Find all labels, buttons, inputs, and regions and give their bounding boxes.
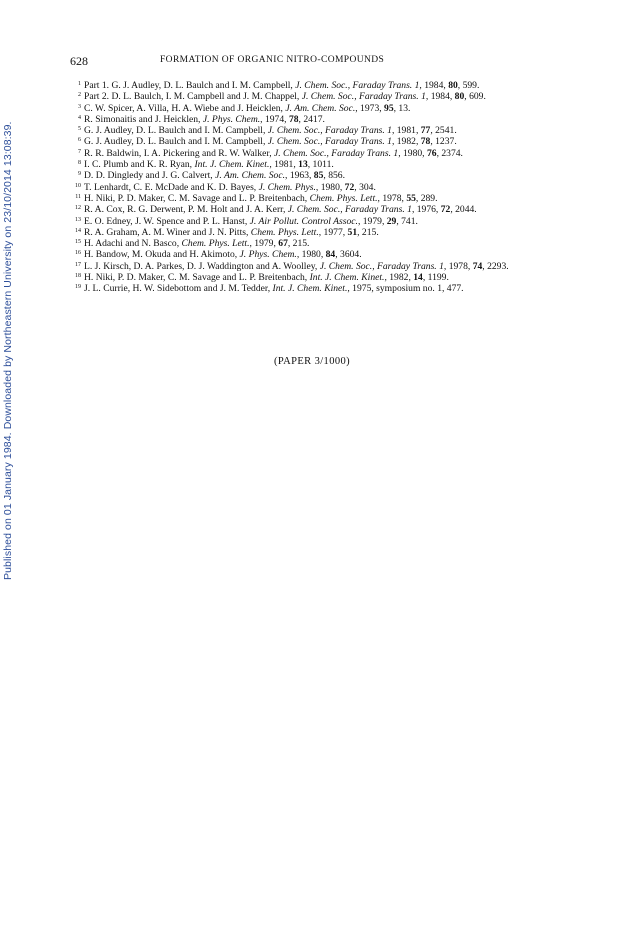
reference-item xyxy=(70,170,554,181)
reference-number: 16 xyxy=(75,250,81,257)
reference-number: 1 xyxy=(78,81,81,87)
journal-name: Chem. Phys. Lett. xyxy=(181,238,250,250)
reference-item xyxy=(70,227,554,238)
reference-list xyxy=(70,80,554,295)
reference-item xyxy=(70,249,554,260)
reference-item xyxy=(70,204,554,215)
paper-id: (PAPER 3/1000) xyxy=(273,356,351,367)
journal-name: J. Chem. Soc., Faraday Trans. 1 xyxy=(267,136,392,148)
volume-number: 67 xyxy=(278,238,288,250)
reference-item xyxy=(70,261,554,272)
reference-text: L. J. Kirsch, D. A. Parkes, D. J. Waddington and A. Woolley, xyxy=(84,260,320,272)
reference-item xyxy=(70,193,554,204)
reference-text: , 1237. xyxy=(430,136,457,148)
journal-name: J. Phys. Chem. xyxy=(202,113,261,125)
reference-item xyxy=(70,91,554,102)
reference-text: , 741. xyxy=(396,215,418,227)
reference-text: , 1199. xyxy=(422,272,449,284)
reference-text: , 1963, xyxy=(285,170,314,182)
reference-number: 18 xyxy=(75,273,81,280)
reference-text: , 1974, xyxy=(260,113,289,125)
journal-name: Int. J. Chem. Kinet. xyxy=(272,283,348,295)
reference-item xyxy=(70,148,554,159)
reference-text: Part 1. G. J. Audley, D. L. Baulch and I. M. Campbell, xyxy=(84,80,296,91)
volume-number: 14 xyxy=(413,272,423,284)
running-title: FORMATION OF ORGANIC NITRO-COMPOUNDS xyxy=(160,55,385,65)
reference-number: 7 xyxy=(78,148,81,155)
reference-number: 11 xyxy=(75,193,81,200)
reference-item xyxy=(70,80,554,91)
reference-text: , 2541. xyxy=(430,125,457,137)
journal-name: Chem. Phys. Lett. xyxy=(309,192,378,204)
reference-text: , 1981, xyxy=(391,125,421,137)
reference-number: 17 xyxy=(75,261,81,268)
reference-text: , 1978, xyxy=(377,192,407,204)
reference-text: , 1976, xyxy=(411,204,441,216)
reference-text: , 1980, xyxy=(296,249,326,261)
reference-text: , 1984, xyxy=(425,91,455,103)
reference-number: 12 xyxy=(75,205,81,212)
volume-number: 72 xyxy=(344,181,355,193)
journal-name: J. Chem. Soc., Faraday Trans. 1 xyxy=(267,125,392,137)
journal-name: J. Air Pollut. Control Assoc. xyxy=(249,215,358,227)
journal-name: J. Chem. Phys. xyxy=(258,181,316,193)
reference-number: 10 xyxy=(75,182,81,189)
reference-text: , 1973, xyxy=(355,102,385,114)
reference-number: 4 xyxy=(78,114,81,121)
download-watermark xyxy=(0,0,18,600)
reference-text: , 1984, xyxy=(419,80,449,91)
reference-text: , 1978, xyxy=(443,260,473,272)
reference-number: 13 xyxy=(75,216,81,223)
journal-name: Int. J. Chem. Kinet. xyxy=(194,159,270,171)
reference-text: , 3604. xyxy=(335,249,362,261)
reference-text: C. W. Spicer, A. Villa, H. A. Wiebe and J. Heicklen, xyxy=(84,102,286,114)
reference-text: R. R. Baldwin, I. A. Pickering and R. W. Walker, xyxy=(84,147,274,159)
reference-item xyxy=(70,272,554,283)
reference-text: , 13. xyxy=(393,102,411,114)
reference-text: , 1981, xyxy=(269,159,299,171)
reference-text: R. A. Cox, R. G. Derwent, P. M. Holt and J. A. Kerr, xyxy=(84,204,288,216)
reference-text: G. J. Audley, D. L. Baulch and I. M. Campbell, xyxy=(84,125,268,137)
reference-item xyxy=(70,103,554,114)
reference-text: , 1977, xyxy=(318,226,348,238)
reference-number: 6 xyxy=(78,137,81,144)
reference-text: , 215. xyxy=(287,238,310,250)
reference-text: H. Bandow, M. Okuda and H. Akimoto, xyxy=(84,249,240,261)
reference-text: , 304. xyxy=(354,181,376,193)
reference-text: I. C. Plumb and K. R. Ryan, xyxy=(84,159,195,171)
reference-item xyxy=(70,283,554,294)
reference-text: , 2293. xyxy=(482,260,509,272)
volume-number: 51 xyxy=(347,226,358,238)
reference-item xyxy=(70,114,554,125)
volume-number: 78 xyxy=(288,113,299,125)
reference-item xyxy=(70,125,554,136)
reference-text: D. D. Dingledy and J. G. Calvert, xyxy=(84,170,216,182)
journal-name: J. Chem. Soc., Faraday Trans. 1 xyxy=(274,147,399,159)
reference-text: , 1979, xyxy=(357,215,387,227)
volume-number: 78 xyxy=(420,136,431,148)
journal-name: J. Phys. Chem. xyxy=(239,249,297,261)
reference-number: 15 xyxy=(75,239,81,246)
journal-name: Chem. Phys. Lett. xyxy=(250,226,319,238)
reference-text: G. J. Audley, D. L. Baulch and I. M. Campbell, xyxy=(84,136,268,148)
reference-text: , 289. xyxy=(415,192,438,204)
reference-item xyxy=(70,238,554,249)
reference-number: 19 xyxy=(75,284,81,291)
reference-number: 14 xyxy=(75,227,81,234)
reference-item xyxy=(70,216,554,227)
volume-number: 77 xyxy=(420,125,431,137)
reference-text: , 1975, symposium no. 1, 477. xyxy=(347,283,464,295)
download-watermark-text: Published on 01 January 1984. Downloaded by Northeastern University on 23/10/2014 13:08:39. xyxy=(2,121,14,580)
page-number: 628 xyxy=(70,54,88,68)
reference-text: , 609. xyxy=(464,91,486,103)
reference-text: , 1980, xyxy=(315,181,345,193)
reference-text: E. O. Edney, J. W. Spence and P. L. Hanst, xyxy=(84,215,250,227)
volume-number: 55 xyxy=(406,192,416,204)
volume-number: 80 xyxy=(454,91,465,103)
reference-item xyxy=(70,159,554,170)
journal-name: J. Chem. Soc., Faraday Trans. 1 xyxy=(301,91,426,103)
reference-text: , 2417. xyxy=(298,113,325,125)
journal-name: Int. J. Chem. Kinet. xyxy=(309,272,385,284)
volume-number: 84 xyxy=(325,249,336,261)
reference-number: 8 xyxy=(78,160,81,167)
journal-name: J. Am. Chem. Soc. xyxy=(215,170,286,182)
volume-number: 80 xyxy=(448,80,458,91)
reference-text: , 599. xyxy=(457,80,480,91)
reference-text: H. Niki, P. D. Maker, C. M. Savage and L. P. Breitenbach, xyxy=(84,272,310,284)
reference-number: 9 xyxy=(78,171,81,178)
reference-text: H. Niki, P. D. Maker, C. M. Savage and L. P. Breitenbach, xyxy=(84,192,310,204)
reference-number: 5 xyxy=(78,126,81,133)
journal-name: J. Chem. Soc., Faraday Trans. 1 xyxy=(319,260,444,272)
journal-name: J. Chem. Soc., Faraday Trans. 1 xyxy=(287,204,412,216)
reference-text: , 1979, xyxy=(249,238,279,250)
reference-text: , 2374. xyxy=(436,147,463,159)
reference-text: R. A. Graham, A. M. Winer and J. N. Pitts, xyxy=(84,226,251,238)
volume-number: 76 xyxy=(426,147,437,159)
volume-number: 13 xyxy=(298,159,308,171)
reference-number: 3 xyxy=(78,103,81,110)
volume-number: 95 xyxy=(384,102,394,114)
reference-text: J. L. Currie, H. W. Sidebottom and J. M. Tedder, xyxy=(84,283,273,295)
reference-text: , 1982, xyxy=(384,272,414,284)
reference-number: 2 xyxy=(78,92,81,99)
journal-name: J. Chem. Soc., Faraday Trans. 1 xyxy=(295,80,420,91)
reference-text: , 2044. xyxy=(450,204,477,216)
volume-number: 85 xyxy=(313,170,324,182)
reference-text: Part 2. D. L. Baulch, I. M. Campbell and J. M. Chappel, xyxy=(84,91,302,103)
reference-item xyxy=(70,136,554,147)
reference-text: R. Simonaitis and J. Heicklen, xyxy=(84,113,203,125)
reference-text: , 1982, xyxy=(391,136,421,148)
journal-name: J. Am. Chem. Soc. xyxy=(285,102,356,114)
reference-item xyxy=(70,182,554,193)
reference-text: T. Lenhardt, C. E. McDade and K. D. Bayes, xyxy=(84,181,259,193)
reference-text: , 1980, xyxy=(398,147,427,159)
page-header xyxy=(70,54,554,70)
reference-text: , 215. xyxy=(357,226,379,238)
volume-number: 74 xyxy=(472,260,483,272)
volume-number: 29 xyxy=(386,215,397,227)
reference-text: , 1011. xyxy=(307,159,334,171)
reference-text: H. Adachi and N. Basco, xyxy=(84,238,182,250)
volume-number: 72 xyxy=(440,204,451,216)
reference-text: , 856. xyxy=(323,170,345,182)
